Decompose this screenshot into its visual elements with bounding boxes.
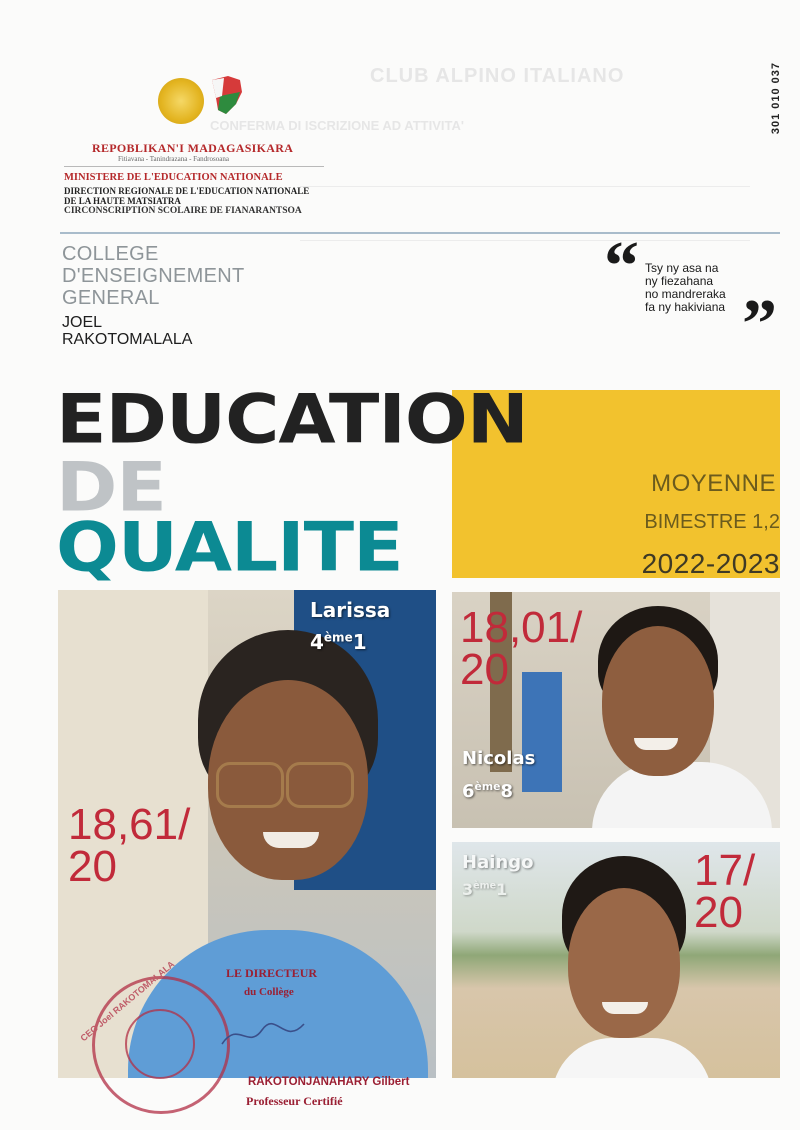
- national-seal-icon: [158, 78, 204, 124]
- score-larissa: 18,61/ 20: [68, 800, 191, 891]
- headline-qualite: QUALITE: [56, 508, 403, 588]
- letterhead-divider: [64, 166, 324, 167]
- serial-number: 301 010 037: [770, 62, 782, 135]
- director-role-college: du Collège: [244, 986, 294, 998]
- school-type: COLLEGE D'ENSEIGNEMENT GENERAL: [62, 243, 245, 309]
- republic-motto: Fitiavana - Tanindrazana - Fandrosoana: [118, 155, 229, 163]
- handwritten-signature: [218, 1016, 308, 1052]
- header-divider: [60, 232, 780, 234]
- quote-text: Tsy ny asa na ny fiezahana no mandreraka fa ny hakiviana: [645, 261, 726, 314]
- headline-education: EDUCATION: [56, 380, 528, 460]
- director-role: LE DIRECTEUR: [226, 966, 318, 980]
- show-through-subtitle: CONFERMA DI ISCRIZIONE AD ATTIVITA': [210, 118, 464, 133]
- banner-label: MOYENNE: [651, 470, 776, 497]
- director-name: RAKOTONJANAHARY Gilbert: [248, 1076, 410, 1088]
- score-haingo: 17/ 20: [694, 846, 756, 937]
- direction-line2: DE LA HAUTE MATSIATRA: [64, 196, 181, 206]
- republic-name: REPOBLIKAN'I MADAGASIKARA: [92, 141, 294, 155]
- show-through-line: [300, 240, 750, 241]
- score-nicolas: 18,01/ 20: [460, 603, 583, 694]
- direction-line1: DIRECTION REGIONALE DE L'EDUCATION NATIONALE: [64, 186, 310, 196]
- show-through-title: CLUB ALPINO ITALIANO: [370, 65, 625, 87]
- open-quote-icon: “: [604, 228, 639, 305]
- madagascar-map-flag-icon: [206, 74, 246, 118]
- close-quote-icon: ”: [742, 286, 777, 363]
- student-name-larissa: Larissa: [310, 598, 391, 622]
- student-class-haingo: 3ème1: [462, 880, 508, 899]
- director-title: Professeur Certifié: [246, 1094, 343, 1108]
- circonscription: CIRCONSCRIPTION SCOLAIRE DE FIANARANTSOA: [64, 206, 302, 216]
- headline-de: DE: [56, 448, 166, 528]
- student-name-haingo: Haingo: [462, 852, 534, 873]
- student-name-nicolas: Nicolas: [462, 748, 536, 769]
- banner-period: BIMESTRE 1,2: [644, 511, 780, 533]
- student-class-larissa: 4ème1: [310, 630, 367, 654]
- banner-year: 2022-2023: [641, 548, 780, 579]
- student-class-nicolas: 6ème8: [462, 780, 513, 802]
- school-stamp: CEG Joel RAKOTOMALALA: [92, 976, 230, 1114]
- school-name: JOEL RAKOTOMALALA: [62, 314, 193, 348]
- ministry-name: MINISTERE DE L'EDUCATION NATIONALE: [64, 172, 283, 183]
- show-through-line: [300, 186, 750, 187]
